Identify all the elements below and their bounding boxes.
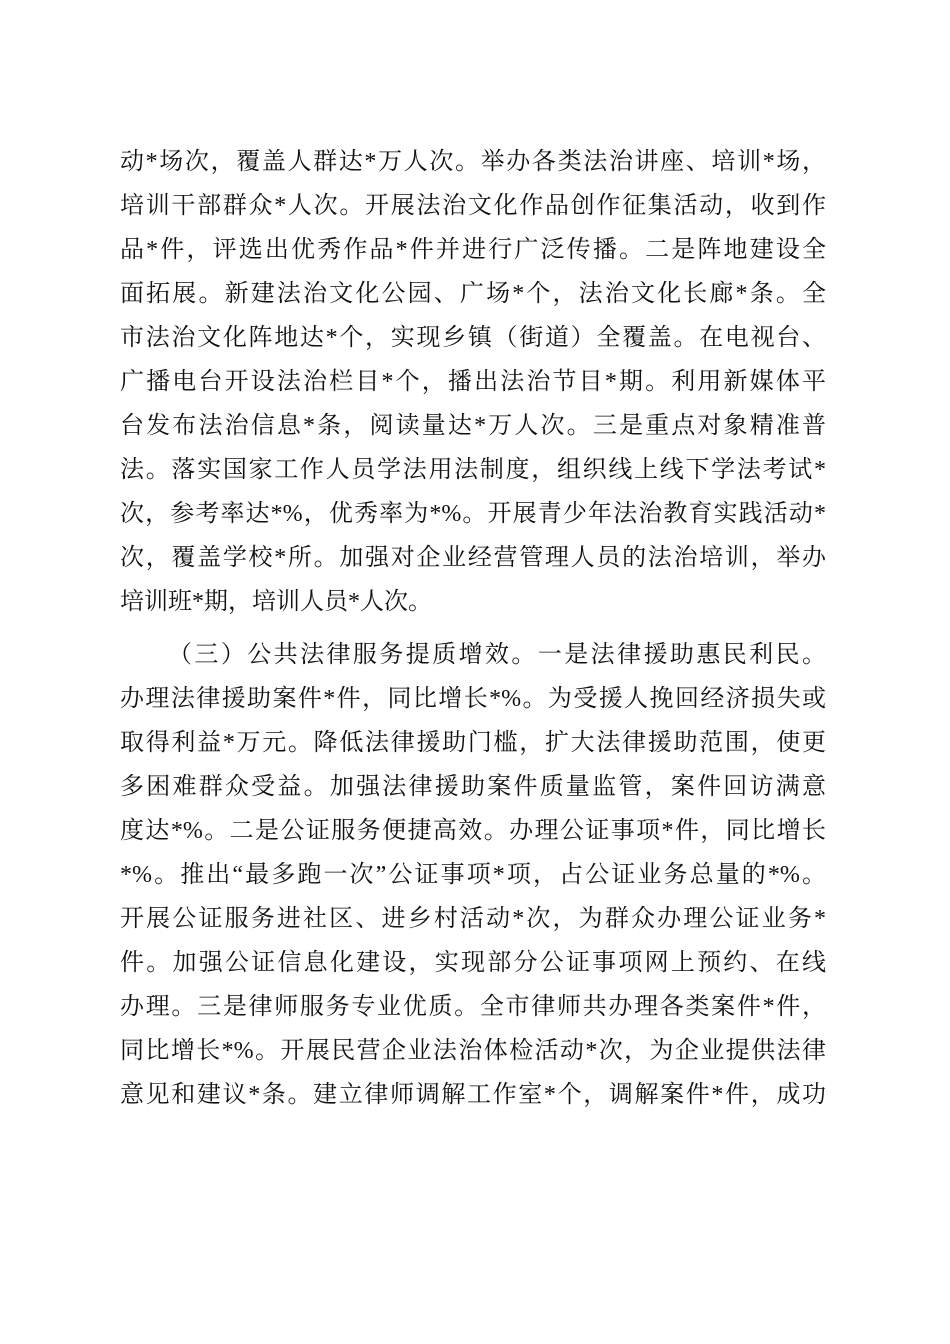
text-line: 办理。三是律师服务专业优质。全市律师共办理各类案件*件， — [120, 994, 826, 1020]
text-line: 次，覆盖学校*所。加强对企业经营管理人员的法治培训，举办 — [120, 545, 826, 571]
text-line: 多困难群众受益。加强法律援助案件质量监管，案件回访满意 — [120, 774, 826, 800]
text-line: 取得利益*万元。降低法律援助门槛，扩大法律援助范围，使更 — [120, 730, 826, 756]
text-line: 广播电台开设法治栏目*个，播出法治节目*期。利用新媒体平 — [120, 369, 826, 395]
text-line: 品*件，评选出优秀作品*件并进行广泛传播。二是阵地建设全 — [120, 237, 826, 263]
text-line: 面拓展。新建法治文化公园、广场*个，法治文化长廊*条。全 — [120, 281, 826, 307]
text-line: 次，参考率达*%，优秀率为*%。开展青少年法治教育实践活动* — [120, 501, 826, 527]
text-line: 同比增长*%。开展民营企业法治体检活动*次，为企业提供法律 — [120, 1038, 826, 1064]
text-line: 办理法律援助案件*件，同比增长*%。为受援人挽回经济损失或 — [120, 686, 826, 712]
text-line: 开展公证服务进社区、进乡村活动*次，为群众办理公证业务* — [120, 906, 826, 932]
text-line — [120, 633, 826, 677]
text-line: 培训班*期，培训人员*人次。 — [120, 589, 432, 615]
text-line: *%。推出“最多跑一次”公证事项*项，占公证业务总量的*%。 — [120, 862, 826, 888]
text-line: 台发布法治信息*条，阅读量达*万人次。三是重点对象精准普 — [120, 413, 826, 439]
body-paragraph — [120, 633, 826, 1117]
text-line: 市法治文化阵地达*个，实现乡镇（街道）全覆盖。在电视台、 — [120, 325, 826, 351]
text-line: 法。落实国家工作人员学法用法制度，组织线上线下学法考试* — [120, 457, 826, 483]
text-line: 培训干部群众*人次。开展法治文化作品创作征集活动，收到作 — [120, 193, 826, 219]
text-line: 度达*%。二是公证服务便捷高效。办理公证事项*件，同比增长 — [120, 818, 826, 844]
text-line: 动*场次，覆盖人群达*万人次。举办各类法治讲座、培训*场， — [120, 149, 826, 175]
document-body — [120, 140, 826, 1126]
text-line: 意见和建议*条。建立律师调解工作室*个，调解案件*件，成功 — [120, 1082, 826, 1108]
body-paragraph — [120, 140, 826, 624]
text-span: 一是法律援助惠民利民。 — [537, 642, 826, 668]
text-line: 件。加强公证信息化建设，实现部分公证事项网上预约、在线 — [120, 950, 826, 976]
section-heading: （三）公共法律服务提质增效。 — [168, 642, 538, 668]
